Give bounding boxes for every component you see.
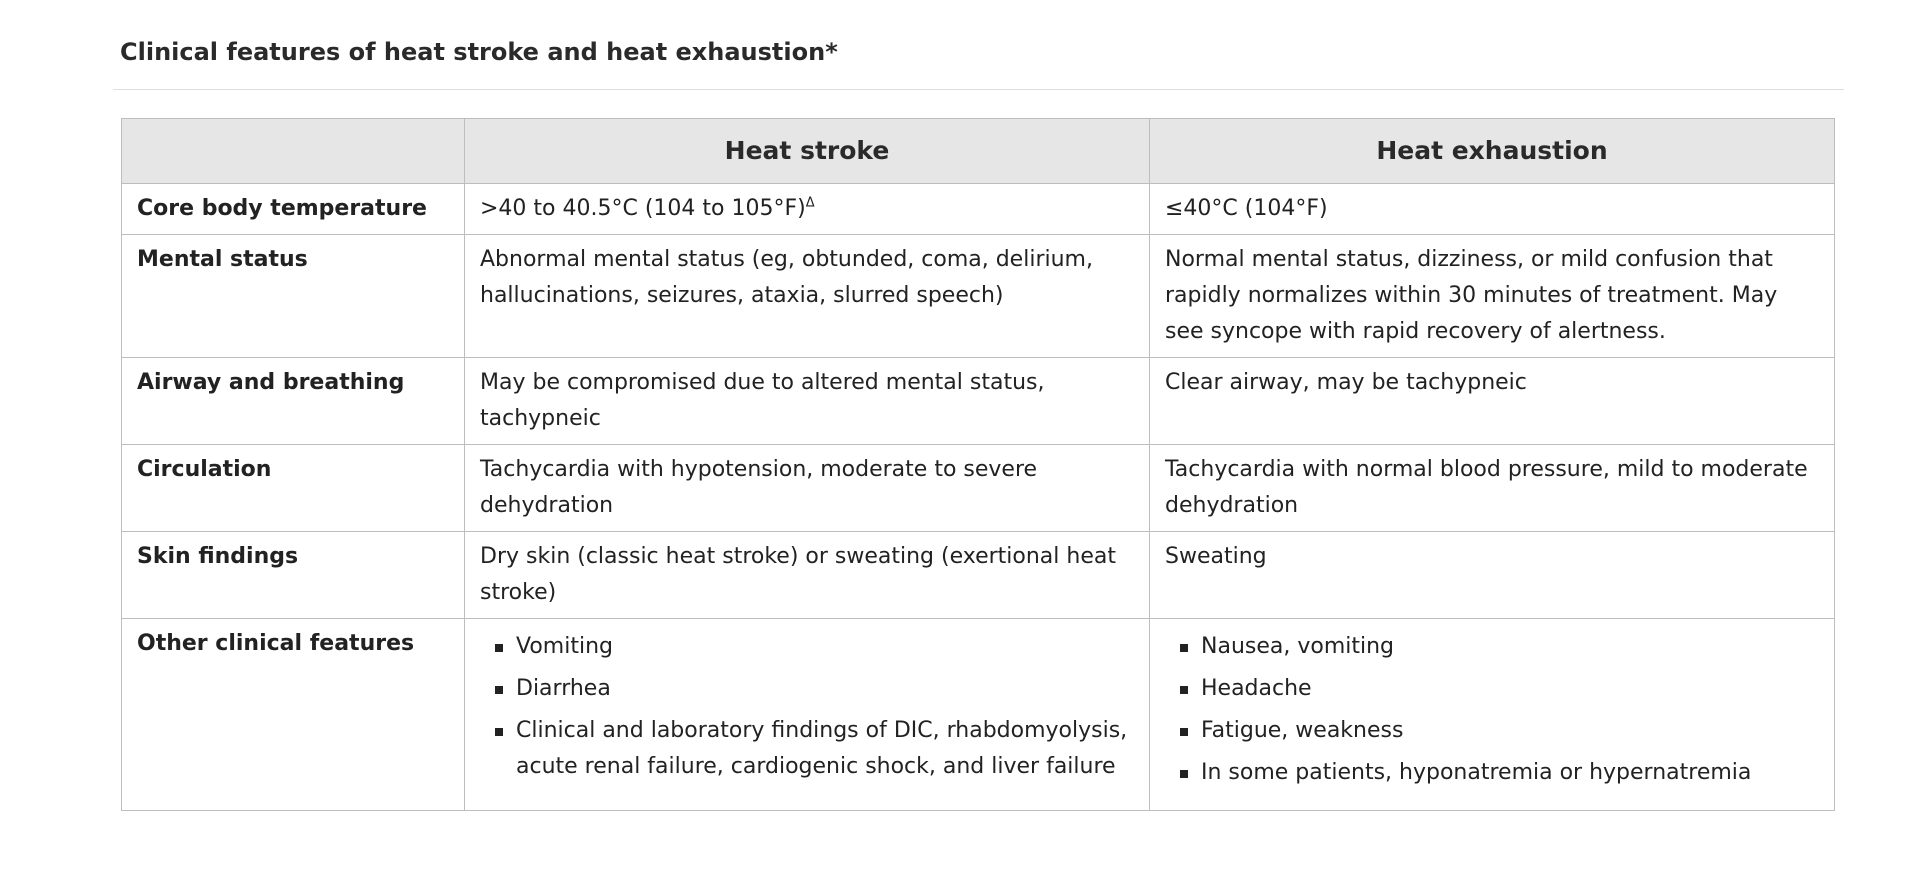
list-item bbox=[1165, 629, 1819, 665]
row-label: Circulation bbox=[122, 445, 465, 532]
list-item bbox=[480, 629, 1134, 665]
row-label: Airway and breathing bbox=[122, 358, 465, 445]
heat-exhaustion-cell bbox=[1150, 619, 1835, 811]
heat-exhaustion-cell: Normal mental status, dizziness, or mild confusion that rapidly normalizes within 30 minutes of treatment. May see syncope with rapid recovery of alertness. bbox=[1150, 235, 1835, 358]
list-item bbox=[480, 713, 1134, 785]
list-item-text: Headache bbox=[1201, 676, 1312, 701]
heat-stroke-bullet-list bbox=[480, 626, 1134, 797]
heat-stroke-cell: Dry skin (classic heat stroke) or sweating (exertional heat stroke) bbox=[465, 532, 1150, 619]
heat-stroke-cell bbox=[465, 619, 1150, 811]
table-row bbox=[122, 445, 1835, 532]
clinical-features-table bbox=[121, 118, 1835, 811]
row-label: Other clinical features bbox=[122, 619, 465, 811]
heat-stroke-cell: Tachycardia with hypotension, moderate to severe dehydration bbox=[465, 445, 1150, 532]
list-item-text: Fatigue, weakness bbox=[1201, 718, 1404, 743]
heat-exhaustion-cell: Clear airway, may be tachypneic bbox=[1150, 358, 1835, 445]
heat-exhaustion-cell: Sweating bbox=[1150, 532, 1835, 619]
square-bullet-icon bbox=[1180, 728, 1188, 736]
list-item bbox=[480, 671, 1134, 707]
header-cell-empty bbox=[122, 119, 465, 184]
cell-text: >40 to 40.5°C (104 to 105°F) bbox=[480, 196, 806, 221]
square-bullet-icon bbox=[495, 686, 503, 694]
row-label: Mental status bbox=[122, 235, 465, 358]
row-label: Skin findings bbox=[122, 532, 465, 619]
square-bullet-icon bbox=[495, 644, 503, 652]
list-item bbox=[1165, 755, 1819, 791]
heat-stroke-cell: Abnormal mental status (eg, obtunded, coma, delirium, hallucinations, seizures, ataxia, slurred speech) bbox=[465, 235, 1150, 358]
heat-exhaustion-cell: Tachycardia with normal blood pressure, mild to moderate dehydration bbox=[1150, 445, 1835, 532]
list-item-text: Nausea, vomiting bbox=[1201, 634, 1395, 659]
footnote-marker: Δ bbox=[805, 195, 815, 211]
square-bullet-icon bbox=[1180, 644, 1188, 652]
table-header-row bbox=[122, 119, 1835, 184]
page-title: Clinical features of heat stroke and heat exhaustion* bbox=[120, 38, 838, 66]
square-bullet-icon bbox=[495, 728, 503, 736]
table-row bbox=[122, 619, 1835, 811]
heat-exhaustion-bullet-list bbox=[1165, 626, 1819, 803]
table-row bbox=[122, 184, 1835, 235]
list-item-text: Vomiting bbox=[516, 634, 613, 659]
square-bullet-icon bbox=[1180, 686, 1188, 694]
header-cell-heat-stroke: Heat stroke bbox=[465, 119, 1150, 184]
square-bullet-icon bbox=[1180, 770, 1188, 778]
table-row bbox=[122, 358, 1835, 445]
list-item-text: Diarrhea bbox=[516, 676, 611, 701]
list-item-text: In some patients, hyponatremia or hypernatremia bbox=[1201, 760, 1752, 785]
heat-stroke-cell: May be compromised due to altered mental status, tachypneic bbox=[465, 358, 1150, 445]
list-item bbox=[1165, 713, 1819, 749]
heat-exhaustion-cell: ≤40°C (104°F) bbox=[1150, 184, 1835, 235]
list-item bbox=[1165, 671, 1819, 707]
row-label: Core body temperature bbox=[122, 184, 465, 235]
title-divider bbox=[113, 89, 1844, 90]
heat-stroke-cell bbox=[465, 184, 1150, 235]
table-row bbox=[122, 532, 1835, 619]
table-row bbox=[122, 235, 1835, 358]
header-cell-heat-exhaustion: Heat exhaustion bbox=[1150, 119, 1835, 184]
list-item-text: Clinical and laboratory findings of DIC, rhabdomyolysis, acute renal failure, cardiogenic shock, and liver failure bbox=[516, 718, 1128, 779]
